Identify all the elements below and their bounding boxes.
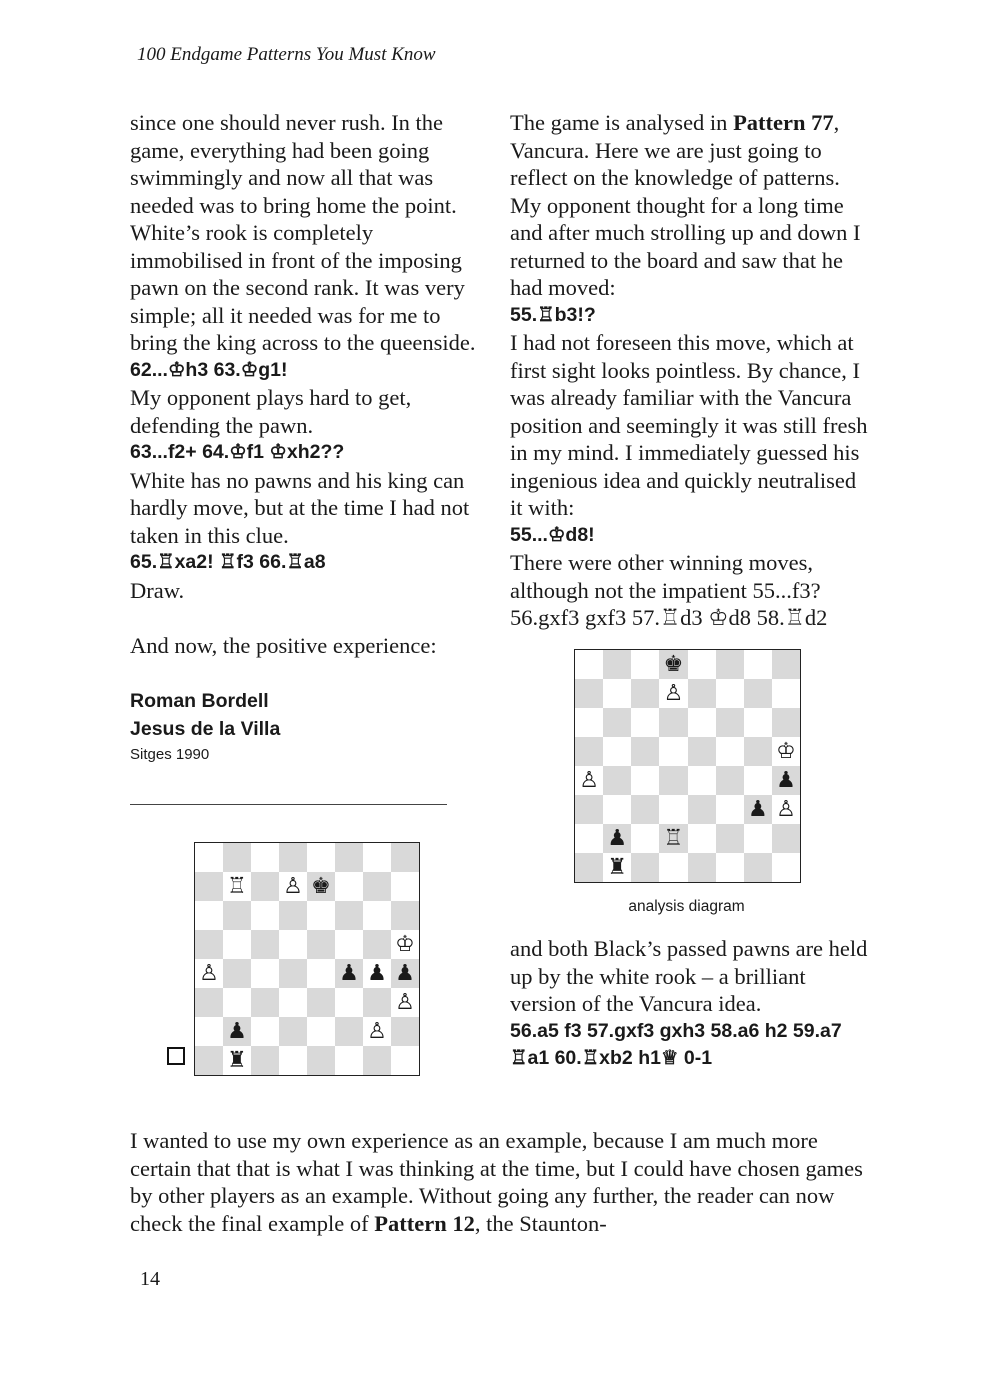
paragraph: Draw. (130, 577, 185, 603)
main-chess-diagram (194, 842, 420, 1076)
board-square (744, 650, 772, 679)
board-square (744, 766, 772, 795)
board-square (603, 824, 631, 853)
page-number: 14 (140, 1268, 160, 1290)
board-square (279, 959, 307, 988)
paragraph: My opponent plays hard to get, defending the pawn. (130, 385, 412, 438)
board-square (716, 795, 744, 824)
board-square (659, 737, 687, 766)
white-pawn-icon: ♙ (395, 989, 415, 1015)
paragraph: I had not foreseen this move, which at first sight looks pointless. By chance, I was already familiar with the Vancura position and seemingly it was still fresh in my mind. I immediately guessed his ingenious idea and quickly neutralised it with: (510, 330, 868, 520)
board-square (575, 795, 603, 824)
board-square (716, 650, 744, 679)
black-rook-icon: ♜ (607, 854, 628, 880)
board-square (688, 708, 716, 737)
board-square (335, 959, 363, 988)
board-square (603, 795, 631, 824)
black-pawn-icon: ♟ (395, 960, 415, 986)
board-square (195, 1046, 223, 1075)
board-square (251, 988, 279, 1017)
paragraph: The game is analysed in Pattern 77, Vancura. Here we are just going to reflect on the knowledge of patterns. My opponent thought for a long time and after much strolling up and down I returned to the board and saw that he had moved: (510, 110, 861, 300)
board-square (195, 930, 223, 959)
board-square (659, 708, 687, 737)
board-square (716, 737, 744, 766)
board-square (279, 872, 307, 901)
black-king-icon: ♚ (311, 873, 331, 899)
board-square (223, 1046, 251, 1075)
paragraph: There were other winning moves, although not the impatient 55...f3? 56.gxf3 gxf3 57.♖d3 ♔d8 58.♖d2 (510, 550, 828, 630)
board-square (335, 901, 363, 930)
board-square (279, 843, 307, 872)
board-square (772, 708, 800, 737)
board-square (391, 988, 419, 1017)
pattern-reference: Pattern 12 (374, 1210, 475, 1236)
black-rook-icon: ♜ (227, 1047, 247, 1073)
black-king-icon: ♚ (663, 651, 684, 677)
board-square (575, 737, 603, 766)
black-pawn-icon: ♟ (227, 1018, 247, 1044)
board-square (659, 824, 687, 853)
board-square (251, 901, 279, 930)
board-square (251, 872, 279, 901)
board-square (307, 1017, 335, 1046)
board-square (307, 959, 335, 988)
move-line: 56.a5 f3 57.gxf3 gxh3 58.a6 h2 59.a7 ♖a1 60.♖xb2 h1♕ 0-1 (510, 1019, 842, 1069)
board-square (744, 679, 772, 708)
move-line: 55.♖b3!? (510, 303, 596, 326)
white-pawn-icon: ♙ (367, 1018, 387, 1044)
board-square (307, 930, 335, 959)
black-pawn-icon: ♟ (607, 825, 628, 851)
board-square (363, 959, 391, 988)
board-square (631, 853, 659, 882)
right-column-continued (510, 935, 870, 1073)
bottom-paragraph (130, 1127, 870, 1237)
board-square (631, 650, 659, 679)
board-square (251, 1017, 279, 1046)
board-square (223, 959, 251, 988)
board-square (631, 795, 659, 824)
board-square (688, 824, 716, 853)
board-square (195, 872, 223, 901)
black-pawn-icon: ♟ (747, 796, 768, 822)
board-square (603, 766, 631, 795)
game-header-rule (130, 804, 447, 805)
board-square (195, 959, 223, 988)
board-square (391, 930, 419, 959)
board-square (659, 766, 687, 795)
board-square (603, 737, 631, 766)
board-square (391, 901, 419, 930)
board-square (223, 988, 251, 1017)
board-square (195, 901, 223, 930)
board-square (716, 766, 744, 795)
board-square (363, 988, 391, 1017)
board-square (772, 824, 800, 853)
board-square (279, 930, 307, 959)
black-player-name: Jesus de la Villa (130, 717, 281, 740)
board-square (195, 1017, 223, 1046)
board-square (744, 795, 772, 824)
board-square (279, 988, 307, 1017)
board-square (335, 843, 363, 872)
board-square (659, 795, 687, 824)
running-head: 100 Endgame Patterns You Must Know (137, 44, 436, 65)
board-square (688, 679, 716, 708)
analysis-chess-diagram (574, 649, 801, 883)
paragraph: I wanted to use my own experience as an example, because I am much more certain that that is what I was thinking at the time, but I could have chosen games by other players as an example. Without going any further, the reader can now check the final example of Pattern 12, the Staunton- (130, 1128, 863, 1236)
board-square (223, 901, 251, 930)
board-square (575, 824, 603, 853)
board-square (744, 737, 772, 766)
board-square (307, 843, 335, 872)
board-square (363, 901, 391, 930)
board-square (251, 1046, 279, 1075)
analysis-caption: analysis diagram (628, 898, 745, 915)
board-square (659, 853, 687, 882)
board-square (772, 737, 800, 766)
board-square (631, 737, 659, 766)
board-square (223, 843, 251, 872)
board-square (223, 872, 251, 901)
board-square (575, 679, 603, 708)
move-line: 55...♔d8! (510, 523, 595, 546)
board-square (391, 1046, 419, 1075)
board-square (195, 843, 223, 872)
board-square (391, 872, 419, 901)
move-line: 65.♖xa2! ♖f3 66.♖a8 (130, 551, 326, 573)
board-square (363, 1046, 391, 1075)
black-pawn-icon: ♟ (367, 960, 387, 986)
board-square (688, 795, 716, 824)
board-square (335, 1046, 363, 1075)
white-rook-icon: ♖ (663, 825, 684, 851)
black-pawn-icon: ♟ (776, 767, 796, 793)
move-line: 63...f2+ 64.♔f1 ♔xh2?? (130, 441, 345, 463)
board-square (575, 853, 603, 882)
white-pawn-icon: ♙ (776, 796, 796, 822)
board-square (575, 650, 603, 679)
board-square (744, 824, 772, 853)
board-square (772, 795, 800, 824)
board-square (335, 872, 363, 901)
board-square (575, 766, 603, 795)
paragraph: White has no pawns and his king can hardly move, but at the time I had not taken in this clue. (130, 467, 470, 548)
board-square (688, 766, 716, 795)
board-square (307, 901, 335, 930)
move-line: 62...♔h3 63.♔g1! (130, 358, 288, 381)
board-square (631, 824, 659, 853)
board-square (772, 679, 800, 708)
board-square (603, 679, 631, 708)
board-square (251, 843, 279, 872)
board-square (251, 959, 279, 988)
board-square (307, 872, 335, 901)
board-square (659, 650, 687, 679)
board-square (363, 1017, 391, 1046)
right-column (510, 109, 870, 632)
board-square (363, 930, 391, 959)
board-square (603, 650, 631, 679)
white-pawn-icon: ♙ (283, 873, 303, 899)
board-square (307, 988, 335, 1017)
board-square (251, 930, 279, 959)
board-square (603, 708, 631, 737)
paragraph: since one should never rush. In the game, everything had been going swimmingly and now all that was needed was to bring home the point. White’s rook is completely immobilised in front of the imposing pawn on the second rank. It was very simple; all it needed was for me to bring the king across to the queenside. (130, 110, 476, 355)
board-square (279, 901, 307, 930)
black-to-move-indicator (167, 1047, 185, 1065)
board-square (744, 708, 772, 737)
board-square (363, 843, 391, 872)
white-rook-icon: ♖ (227, 873, 247, 899)
white-pawn-icon: ♙ (663, 680, 684, 706)
board-square (391, 843, 419, 872)
pattern-reference: Pattern 77 (733, 110, 834, 135)
board-square (279, 1017, 307, 1046)
black-pawn-icon: ♟ (339, 960, 359, 986)
board-square (688, 737, 716, 766)
left-column (130, 109, 485, 767)
game-event: Sitges 1990 (130, 745, 210, 763)
paragraph: and both Black’s passed pawns are held up by the white rook – a brilliant version of the Vancura idea. (510, 936, 868, 1016)
white-pawn-icon: ♙ (199, 960, 219, 986)
board-square (688, 650, 716, 679)
white-king-icon: ♔ (395, 931, 415, 957)
white-player-name: Roman Bordell (130, 689, 269, 712)
board-square (195, 988, 223, 1017)
board-square (575, 708, 603, 737)
board-square (716, 824, 744, 853)
board-square (335, 930, 363, 959)
board-square (744, 853, 772, 882)
board-square (223, 1017, 251, 1046)
white-pawn-icon: ♙ (579, 767, 599, 793)
board-square (716, 679, 744, 708)
board-square (631, 679, 659, 708)
board-square (716, 853, 744, 882)
board-square (688, 853, 716, 882)
board-square (716, 708, 744, 737)
board-square (772, 853, 800, 882)
board-square (223, 930, 251, 959)
board-square (391, 1017, 419, 1046)
board-square (631, 766, 659, 795)
board-square (363, 872, 391, 901)
paragraph: And now, the positive experience: (130, 632, 437, 658)
board-square (603, 853, 631, 882)
board-square (772, 650, 800, 679)
board-square (772, 766, 800, 795)
white-king-icon: ♔ (776, 738, 796, 764)
board-square (335, 1017, 363, 1046)
board-square (307, 1046, 335, 1075)
board-square (391, 959, 419, 988)
board-square (631, 708, 659, 737)
board-square (659, 679, 687, 708)
board-square (279, 1046, 307, 1075)
board-square (335, 988, 363, 1017)
